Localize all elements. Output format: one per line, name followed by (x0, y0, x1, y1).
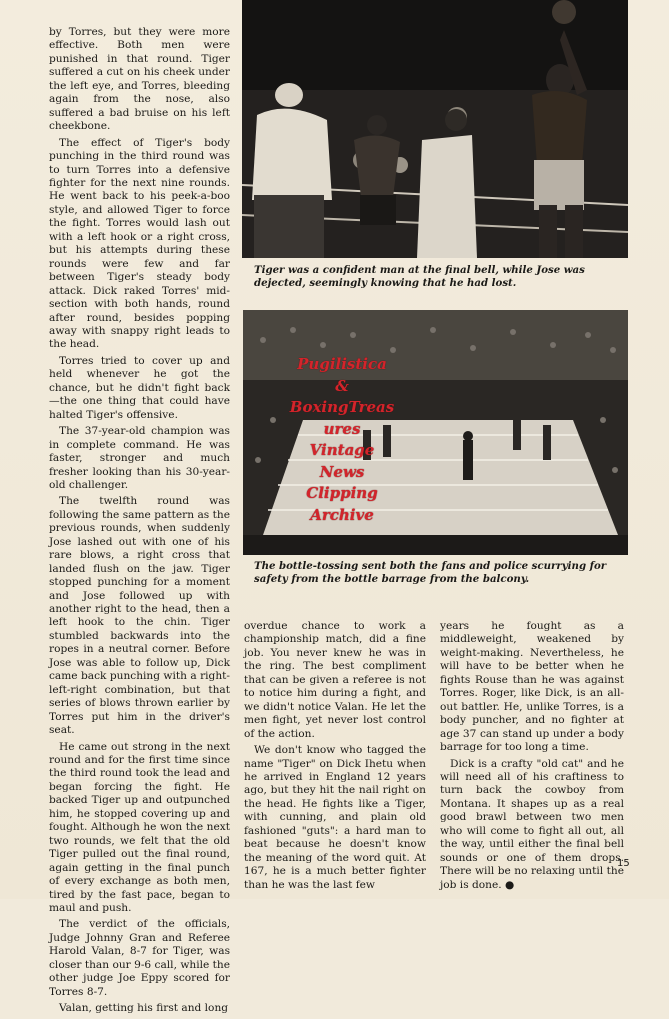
paragraph: overdue chance to work a championship match, did a fine job. You never knew he was in the ring. The best compliment that can be given a referee is not to notice him during a fight, and we didn't notice Valan. He let the men fight, yet never lost control of the action. (244, 620, 426, 740)
paragraph: by Torres, but they were more effective. Both men were punished in that round. Tiger suffered a cut on his cheek under the left eye, and Torres, bleeding again from the nose, also suffered a bad bruise on his left cheekbone. (49, 26, 230, 133)
paragraph: The verdict of the officials, Judge Johnny Gran and Referee Harold Valan, 8-7 for Tiger, was closer than our 9-6 call, while the other judge Joe Eppy scored for Torres 8-7. (49, 918, 230, 998)
paragraph: We don't know who tagged the name "Tiger" on Dick Ihetu when he arrived in England 12 years ago, but they hit the nail right on the head. He fights like a Tiger, with cunning, and plain old fashioned "guts": a hard man to beat because he doesn't know the meaning of the word quit. At 167, he is a much better fighter than he was the last few (244, 744, 426, 891)
paragraph: He came out strong in the next round and for the first time since the third round took the lead and began forcing the fight. He backed Tiger up and outpunched him, he stopped covering up and fought. Although he won the next two rounds, we felt that the old Tiger pulled out the final round, again getting in the final punch of every exchange as both men, tired by the fast pace, began to maul and push. (49, 740, 230, 914)
photo-bottle-tossing-caption: The bottle-tossing sent both the fans and police scurrying for safety from the bottle barrage from the balcony. (254, 560, 607, 585)
photo-final-bell-caption: Tiger was a confident man at the final bell, while Jose was dejected, seemingly knowing that he had lost. (254, 264, 585, 289)
article-column-1 (49, 26, 230, 1019)
watermark-line: News (319, 462, 365, 481)
watermark-line: Pugilistica (297, 355, 387, 373)
paragraph: The 37-year-old champion was in complete command. He was faster, stronger and much fresher looking than his 30-year-old challenger. (49, 425, 230, 491)
photo-final-bell-image (242, 0, 628, 258)
archive-watermark (272, 354, 412, 526)
article-column-3 (440, 620, 624, 895)
paragraph: Dick is a crafty "old cat" and he will need all of his craftiness to turn back the cowboy from Montana. It shapes up as a real good brawl between two men who will come to fight all out, all the way, until either the final bell sounds or one of them drops. There will be no relaxing until the job is done. ● (440, 757, 624, 891)
paragraph: The effect of Tiger's body punching in the third round was to turn Torres into a defensive fighter for the next nine rounds. He went back to his peek-a-boo style, and allowed Tiger to force the fight. Torres would lash out with a left hook or a right cross, but his attempts during these rounds were few and far between Tiger's steady body attack. Dick raked Torres' mid-section with both hands, round after round, besides popping away with snappy right leads to the head. (49, 136, 230, 351)
paragraph: Torres tried to cover up and held whenever he got the chance, but he didn't fight back—the one thing that could have halted Tiger's offensive. (49, 354, 230, 421)
watermark-line: Archive (310, 505, 374, 524)
watermark-line: ures (323, 419, 361, 438)
watermark-line: BoxingTreas (289, 398, 395, 416)
page-number: 15 (617, 858, 630, 869)
watermark-line: & (335, 376, 349, 395)
article-column-2 (244, 620, 426, 895)
watermark-line: Vintage (309, 441, 375, 459)
paragraph: years he fought as a middleweight, weakened by weight-making. Nevertheless, he will have to be better when he fights Rouse than he was against Torres. Roger, like Dick, is an all-out battler. He, unlike Torres, is a body puncher, and no fighter at age 37 can stand up under a body barrage for too long a time. (440, 620, 624, 754)
paragraph: The twelfth round was following the same pattern as the previous rounds, when suddenly Jose lashed out with one of his rare blows, a right cross that landed flush on the jaw. Tiger stopped punching for a moment and Jose followed up with another right to the head, then a left hook to the chin. Tiger stumbled backwards into the ropes in a neutral corner. Before Jose was able to follow up, Dick came back punching with a right-left-right combination, but that series of blows thrown earlier by Torres put him in the driver's seat. (49, 495, 230, 737)
photo-final-bell (242, 0, 628, 258)
watermark-line: Clipping (306, 484, 378, 502)
paragraph: Valan, getting his first and long (59, 1002, 229, 1015)
